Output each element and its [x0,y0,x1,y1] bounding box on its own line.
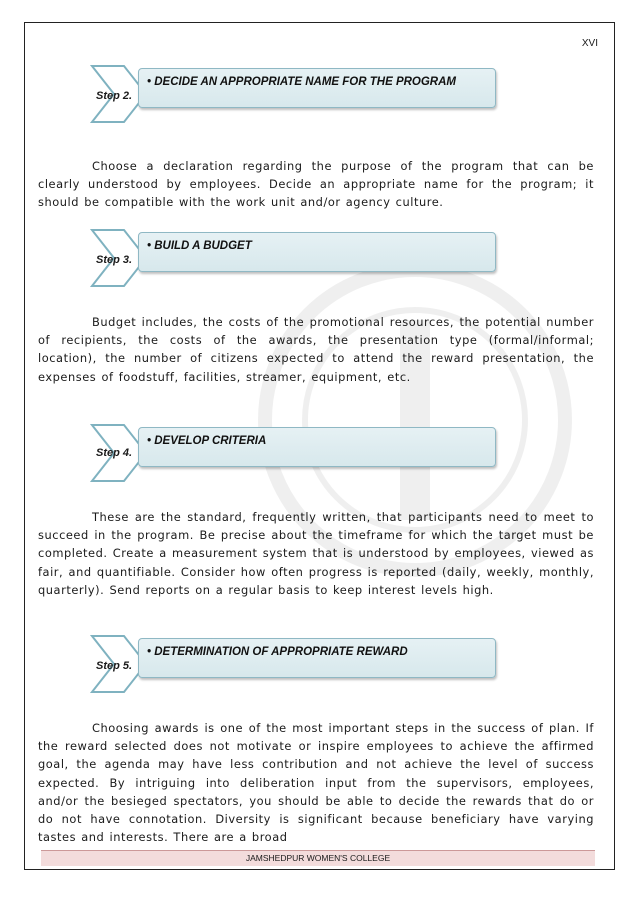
step-2-title: • DECIDE AN APPROPRIATE NAME FOR THE PROGRAM [147,76,457,88]
step-5-banner [84,628,504,698]
paragraph-4: Choosing awards is one of the most important steps in the success of plan. If the reward selected does not motivate or inspire employees to achieve the affirmed goal, the agenda may have less contribution and not achieve the level of success expected. By intriguing into deliberation input from the supervisors, employees, and/or the besieged spectators, you should be able to decide the rewards that do or do not have connotation. Diversity is significant because beneficiary have varying tastes and interests. There are a broad [38,721,594,845]
step-3-banner [84,222,504,292]
step-3-label: Step 3. [96,254,133,266]
step-5-label: Step 5. [96,660,133,672]
page-number: XVI [581,38,598,49]
step-4-label: Step 4. [96,447,133,459]
step-5-title-bar [138,638,496,678]
step-4-title-bar [138,427,496,467]
step-2-title-bar [138,68,496,108]
paragraph-3: These are the standard, frequently written, that participants need to meet to succeed in the program. Be precise about the timeframe for which the target must be completed. Create a measurement system that is understood by employees, viewed as fair, and quantifiable. Consider how often progress is reported (daily, weekly, monthly, quarterly). Send reports on a regular basis to keep interest levels high. [38,510,594,597]
step-3-title: • BUILD A BUDGET [147,240,252,252]
paragraph-1: Choose a declaration regarding the purpose of the program that can be clearly understood by employees. Decide an appropriate name for the program; it should be compatible with the work unit and/or agency culture. [38,159,594,210]
step-5-title: • DETERMINATION OF APPROPRIATE REWARD [147,646,408,658]
step-2-label: Step 2. [96,90,133,102]
step-4-title: • DEVELOP CRITERIA [147,435,267,447]
page-footer: JAMSHEDPUR WOMEN'S COLLEGE [41,850,595,866]
step-3-title-bar [138,232,496,272]
step-2-banner [84,58,504,128]
paragraph-2: Budget includes, the costs of the promotional resources, the potential number of recipients, the costs of the awards, the presentation type (formal/informal; location), the number of citizens expected to attend the reward presentation, the expenses of foodstuff, facilities, streamer, equipment, etc. [38,315,594,384]
step-4-banner [84,417,504,487]
